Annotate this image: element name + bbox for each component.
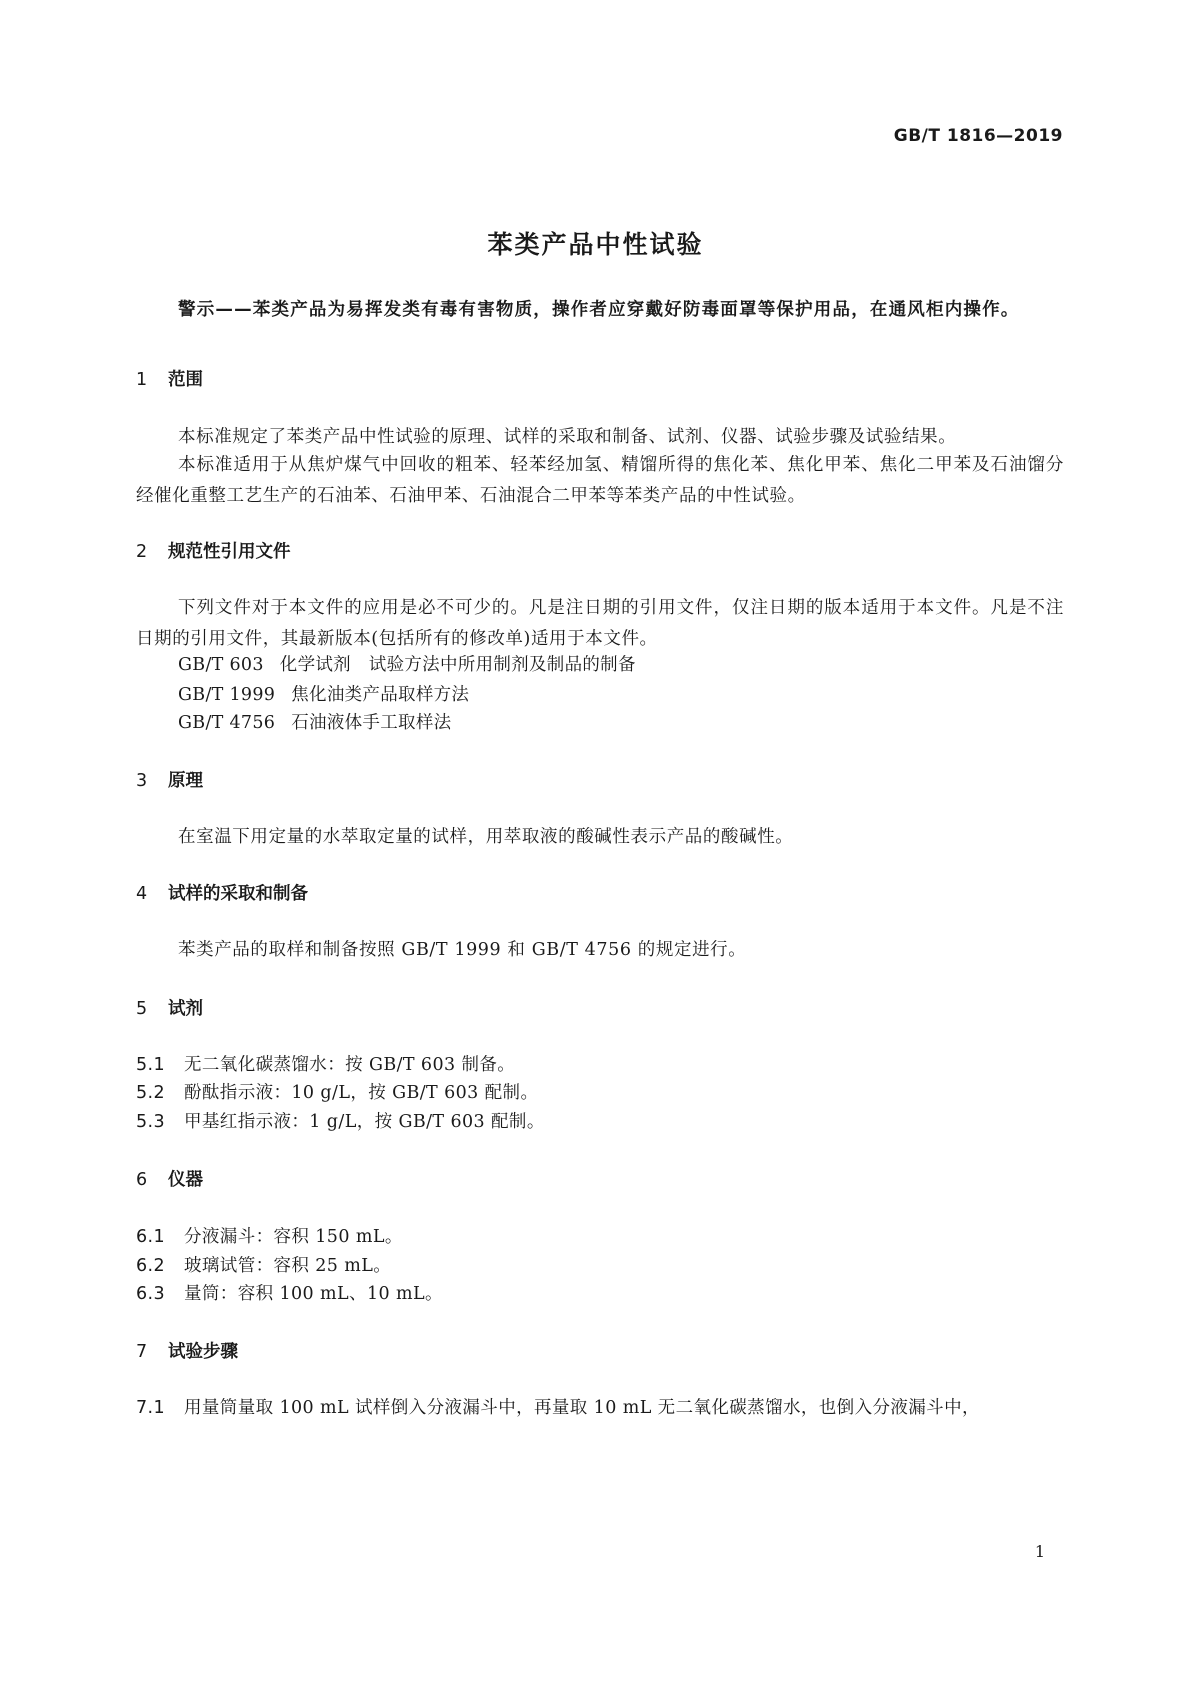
scope-paragraph-2: 本标准适用于从焦炉煤气中回收的粗苯、轻苯经加氢、精馏所得的焦化苯、焦化甲苯、焦化二甲苯及石油馏分经催化重整工艺生产的石油苯、石油甲苯、石油混合二甲苯等苯类产品的中性试验。 xyxy=(136,455,1064,506)
sampling-paragraph: 苯类产品的取样和制备按照 GB/T 1999 和 GB/T 4756 的规定进行。 xyxy=(178,940,747,960)
reagent-item xyxy=(136,1079,538,1104)
section-heading-reagents xyxy=(136,995,203,1020)
section-title: 规范性引用文件 xyxy=(168,542,291,562)
reference-item xyxy=(178,709,451,734)
section-number: 1 xyxy=(136,370,148,390)
section-title: 范围 xyxy=(168,370,203,390)
section-heading-normative-references xyxy=(136,538,291,563)
page-number: 1 xyxy=(1034,1542,1045,1561)
clause-text: 甲基红指示液：1 g/L，按 GB/T 603 配制。 xyxy=(184,1112,545,1132)
standard-code: GB/T 1816—2019 xyxy=(893,126,1063,146)
references-intro: 下列文件对于本文件的应用是必不可少的。凡是注日期的引用文件，仅注日期的版本适用于本文件。凡是不注日期的引用文件，其最新版本(包括所有的修改单)适用于本文件。 xyxy=(136,598,1064,649)
clause-number: 5.2 xyxy=(136,1083,166,1103)
section-number: 2 xyxy=(136,542,148,562)
clause-text: 玻璃试管：容积 25 mL。 xyxy=(184,1256,392,1276)
clause-text: 用量筒量取 100 mL 试样倒入分液漏斗中，再量取 10 mL 无二氧化碳蒸馏水，也倒入分液漏斗中， xyxy=(184,1398,980,1418)
section-title: 原理 xyxy=(168,771,203,791)
document-title: 苯类产品中性试验 xyxy=(487,230,704,259)
reference-item xyxy=(178,651,636,676)
reference-code: GB/T 1999 xyxy=(178,685,276,705)
section-heading-principle xyxy=(136,767,203,792)
clause-number: 6.1 xyxy=(136,1227,166,1247)
section-heading-test-procedure xyxy=(136,1338,238,1363)
clause-text: 酚酞指示液：10 g/L，按 GB/T 603 配制。 xyxy=(184,1083,539,1103)
apparatus-item xyxy=(136,1223,403,1248)
section-number: 5 xyxy=(136,999,148,1019)
section-number: 4 xyxy=(136,884,148,904)
section-title: 仪器 xyxy=(168,1170,203,1190)
clause-number: 6.2 xyxy=(136,1256,166,1276)
section-title: 试验步骤 xyxy=(168,1342,238,1362)
reference-code: GB/T 603 xyxy=(178,655,264,675)
clause-number: 5.3 xyxy=(136,1112,166,1132)
section-number: 3 xyxy=(136,771,148,791)
procedure-item xyxy=(136,1394,980,1419)
section-number: 7 xyxy=(136,1342,148,1362)
clause-number: 6.3 xyxy=(136,1284,166,1304)
clause-text: 无二氧化碳蒸馏水：按 GB/T 603 制备。 xyxy=(184,1055,516,1075)
section-heading-apparatus xyxy=(136,1166,203,1191)
clause-text: 分液漏斗：容积 150 mL。 xyxy=(184,1227,403,1247)
section-title: 试样的采取和制备 xyxy=(168,884,308,904)
clause-number: 7.1 xyxy=(136,1398,166,1418)
reference-title: 焦化油类产品取样方法 xyxy=(291,685,470,705)
section-number: 6 xyxy=(136,1170,148,1190)
clause-number: 5.1 xyxy=(136,1055,166,1075)
apparatus-item xyxy=(136,1252,391,1277)
scope-paragraph-1: 本标准规定了苯类产品中性试验的原理、试样的采取和制备、试剂、仪器、试验步骤及试验结果。 xyxy=(178,427,957,447)
section-title: 试剂 xyxy=(168,999,203,1019)
reference-title: 化学试剂 试验方法中所用制剂及制品的制备 xyxy=(279,655,636,675)
clause-text: 量筒：容积 100 mL、10 mL。 xyxy=(184,1284,443,1304)
apparatus-item xyxy=(136,1280,443,1305)
reagent-item xyxy=(136,1051,515,1076)
section-heading-sampling xyxy=(136,880,308,905)
reference-code: GB/T 4756 xyxy=(178,713,276,733)
reference-title: 石油液体手工取样法 xyxy=(291,713,452,733)
warning-notice: 警示——苯类产品为易挥发类有毒有害物质，操作者应穿戴好防毒面罩等保护用品，在通风柜内操作。 xyxy=(178,300,1020,320)
reference-item xyxy=(178,681,469,706)
reagent-item xyxy=(136,1108,545,1133)
section-heading-scope xyxy=(136,366,203,391)
principle-paragraph: 在室温下用定量的水萃取定量的试样，用萃取液的酸碱性表示产品的酸碱性。 xyxy=(178,827,794,847)
